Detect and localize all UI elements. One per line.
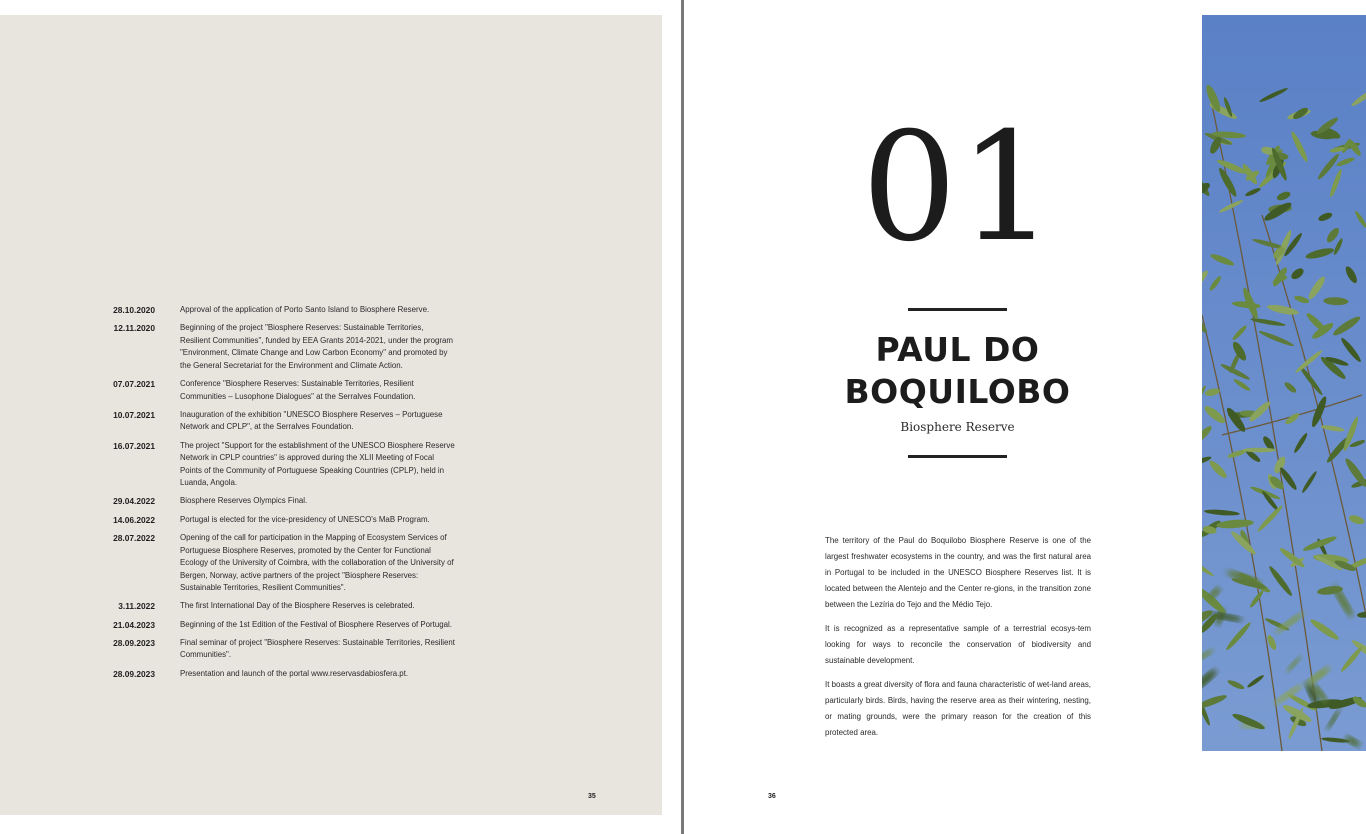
- timeline-description: Final seminar of project "Biosphere Reserves: Sustainable Territories, Resilient Communities".: [180, 637, 456, 660]
- timeline-description: Beginning of the 1st Edition of the Festival of Biosphere Reserves of Portugal.: [180, 619, 452, 629]
- timeline-date: 29.04.2022: [113, 496, 155, 507]
- timeline-entry: [0, 600, 662, 613]
- page-number: 35: [588, 793, 596, 800]
- timeline-description: Beginning of the project "Biosphere Reserves: Sustainable Territories, Resilient Communities", funded by EEA Grants 2014-2021, under the program "Environment, Climate Change and Low Carbon Economy" and promoted by the General Secretariat for the Environment and Climate Action.: [180, 323, 453, 370]
- timeline-description: Conference "Biosphere Reserves: Sustainable Territories, Resilient Communities – Lusophone Dialogues" at the Serralves Foundation.: [180, 379, 416, 401]
- reserve-title: [814, 329, 1101, 413]
- timeline-description: Inauguration of the exhibition "UNESCO Biosphere Reserves – Portuguese Network and CPLP", at the Serralves Foundation.: [180, 409, 443, 432]
- body-text: [825, 533, 1091, 749]
- timeline-description: Approval of the application of Porto Santo Island to Biosphere Reserve.: [180, 305, 430, 314]
- timeline-date: 3.11.2022: [118, 601, 155, 612]
- timeline-date: 21.04.2023: [113, 619, 155, 630]
- title-rule-bottom: [908, 455, 1007, 458]
- timeline-date: 14.06.2022: [113, 514, 155, 525]
- timeline-entry: [0, 637, 662, 662]
- timeline-date: 12.11.2020: [113, 323, 155, 334]
- timeline-description: The first International Day of the Biosphere Reserves is celebrated.: [180, 601, 415, 611]
- timeline-entry: [0, 440, 662, 490]
- reserve-title-line-1: PAUL DO: [875, 330, 1040, 369]
- willow-branches-photo: [1202, 15, 1366, 751]
- page-35: [0, 15, 662, 815]
- page-36: [684, 15, 1366, 815]
- timeline-date: 28.09.2023: [113, 668, 155, 679]
- timeline-entry: [0, 322, 662, 372]
- timeline-description: Portugal is elected for the vice-presidency of UNESCO's MaB Program.: [180, 514, 430, 524]
- timeline-description: Opening of the call for participation in the Mapping of Ecosystem Services of Portuguese Biosphere Reserves, promoted by the Center for Functional Ecology of the University of Coimbra, with the collaboration of the University of Bergen, Norway, active partners of the project "Biosphere Reserves: Sustainable Territories, Resilient Communities".: [180, 533, 454, 593]
- page-number: 36: [768, 793, 776, 800]
- body-paragraph: It is recognized as a representative sample of a terrestrial ecosys-tem looking for ways to reconcile the conservation of biodiversity and sustainable development.: [825, 624, 1091, 665]
- timeline-entry: [0, 514, 662, 527]
- timeline-date: 28.07.2022: [113, 533, 155, 544]
- reserve-title-line-2: BOQUILOBO: [844, 372, 1071, 411]
- timeline-date: 10.07.2021: [113, 409, 155, 420]
- title-rule-top: [908, 308, 1007, 311]
- timeline-date: 16.07.2021: [113, 440, 155, 451]
- timeline-description: The project "Support for the establishment of the UNESCO Biosphere Reserve Network in CPLP countries" is approved during the XLII Meeting of Focal Points of the Community of Portuguese Speaking Countries (CPLP), held in Luanda, Angola.: [180, 440, 455, 488]
- timeline-entry: [0, 304, 662, 317]
- body-paragraph: It boasts a great diversity of flora and fauna characteristic of wet-land areas, particularly birds. Birds, having the reserve area as their wintering, nesting, or mating grounds, were the primary reason for the creation of this protected area.: [825, 680, 1091, 737]
- timeline-description: Presentation and launch of the portal www.reservasdabiosfera.pt.: [180, 668, 409, 678]
- timeline-date: 28.09.2023: [113, 637, 155, 648]
- timeline-entry: [0, 668, 662, 681]
- chapter-number: 01: [861, 101, 1057, 275]
- body-paragraph: The territory of the Paul do Boquilobo Biosphere Reserve is one of the largest freshwater ecosystems in the country, and was the first natural area in Portugal to be included in the UNESCO Biosphere Reserves list. It is located between the Alentejo and the Center re-gions, in the transition zone between the Lezíria do Tejo and the Médio Tejo.: [825, 536, 1091, 609]
- reserve-subtitle: Biosphere Reserve: [900, 420, 1015, 434]
- timeline-entry: [0, 495, 662, 508]
- timeline-date: 28.10.2020: [113, 305, 155, 315]
- timeline-date: 07.07.2021: [113, 379, 155, 390]
- timeline: [0, 304, 662, 686]
- timeline-entry: [0, 378, 662, 403]
- timeline-entry: [0, 619, 662, 632]
- timeline-description: Biosphere Reserves Olympics Final.: [180, 496, 308, 506]
- timeline-entry: [0, 409, 662, 434]
- timeline-entry: [0, 532, 662, 595]
